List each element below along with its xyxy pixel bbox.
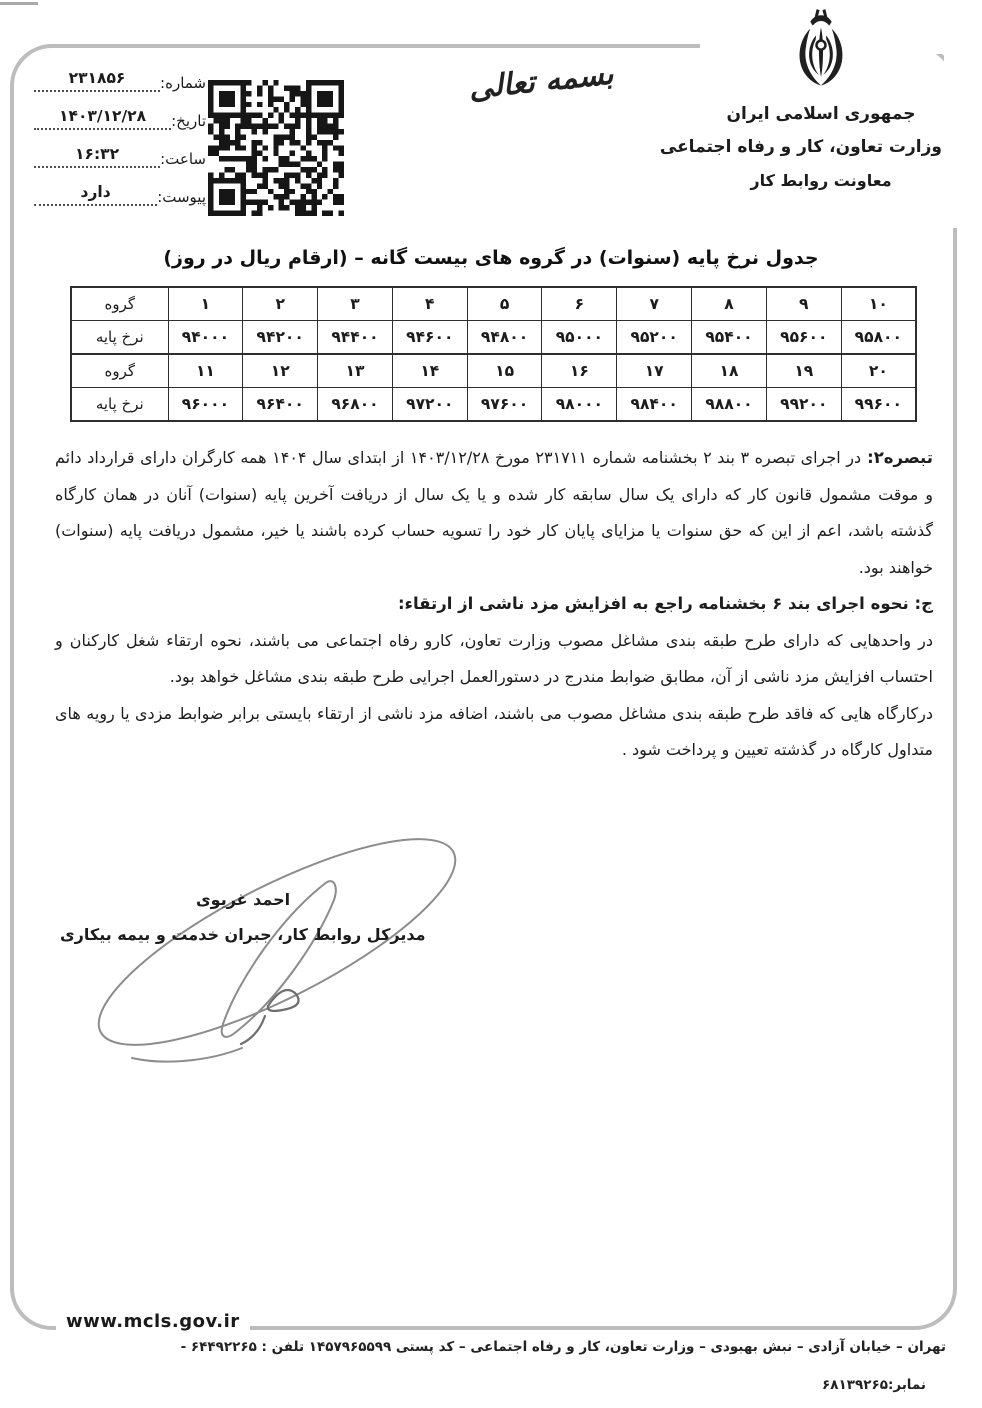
table-cell: ۱۵: [467, 354, 542, 388]
meta-label: تاریخ:: [171, 112, 206, 130]
meta-label: پیوست:: [157, 188, 206, 206]
footer-address: تهران – خیابان آزادی – نبش بهبودی – وزارت تعاون، کار و رفاه اجتماعی – کد پستی ۱۴۵۷۹۶۵۵۹۹ تلفن : ۶۴۴۹۲۲۶۵ -: [180, 1339, 946, 1355]
table-cell: ۱: [168, 287, 243, 321]
note2-paragraph: [55, 440, 933, 586]
table-cell: ۹۶۰۰۰: [168, 388, 243, 422]
table-cell: ۹۵۴۰۰: [692, 321, 767, 355]
iran-emblem-icon: [787, 8, 855, 90]
table-cell: نرخ پایه: [71, 321, 168, 355]
table-cell: ۹۵۸۰۰: [841, 321, 916, 355]
table-cell: ۱۹: [766, 354, 841, 388]
table-cell: ۵: [467, 287, 542, 321]
table-cell: ۹۶۴۰۰: [243, 388, 318, 422]
table-cell: ۱۷: [617, 354, 692, 388]
table-row-rates-11-20: [71, 388, 916, 422]
meta-row-date: [34, 98, 206, 130]
meta-row-number: [34, 60, 206, 92]
table-cell: ۹۴۶۰۰: [392, 321, 467, 355]
table-cell: ۹۷۶۰۰: [467, 388, 542, 422]
section-c-heading: ج: نحوه اجرای بند ۶ بخشنامه راجع به افزایش مزد ناشی از ارتقاء:: [397, 594, 933, 613]
table-cell: ۹۴۰۰۰: [168, 321, 243, 355]
table-cell: ۹۵۶۰۰: [766, 321, 841, 355]
table-cell: ۹: [766, 287, 841, 321]
table-cell: ۷: [617, 287, 692, 321]
table-cell: ۹۸۰۰۰: [542, 388, 617, 422]
meta-row-time: [34, 136, 206, 168]
footer-website: www.mcls.gov.ir: [56, 1311, 250, 1332]
signatory-name: احمد غریوی: [196, 890, 291, 909]
meta-label: شماره:: [160, 74, 206, 92]
besmellah-calligraphy: بسمه تعالی: [467, 56, 615, 107]
dotted-line: [34, 96, 171, 130]
table-cell: ۴: [392, 287, 467, 321]
dotted-line: [34, 172, 157, 206]
ministry-name: وزارت تعاون، کار و رفاه اجتماعی: [659, 137, 942, 157]
table-cell: ۶: [542, 287, 617, 321]
ministry-department: معاونت روابط کار: [750, 171, 892, 190]
scan-artifact: [0, 2, 38, 5]
dotted-line: [34, 58, 160, 92]
meta-value-date: ۱۴۰۳/۱۲/۲۸: [59, 107, 147, 125]
table-cell: ۱۱: [168, 354, 243, 388]
document-body: [55, 440, 933, 769]
table-cell: ۹۴۸۰۰: [467, 321, 542, 355]
table-cell: ۳: [318, 287, 393, 321]
signatory-title: مدیرکل روابط کار، جبران خدمت و بیمه بیکاری: [60, 925, 426, 944]
table-cell: ۹۹۲۰۰: [766, 388, 841, 422]
table-cell: ۲۰: [841, 354, 916, 388]
table-row-groups-1-10: [71, 287, 916, 321]
table-cell: ۹۴۴۰۰: [318, 321, 393, 355]
table-cell: ۹۷۲۰۰: [392, 388, 467, 422]
table-cell: گروه: [71, 287, 168, 321]
table-cell: ۹۴۲۰۰: [243, 321, 318, 355]
no-classification-paragraph: درکارگاه هایی که فاقد طرح طبقه بندی مشاغل مصوب می باشند، اضافه مزد ناشی از ارتقاء بایستی برابر ضوابط مزدی یا رویه های متداول کارگاه در گذشته تعیین و پرداخت شود .: [55, 703, 933, 759]
ministry-country: جمهوری اسلامی ایران: [726, 104, 916, 124]
meta-label: ساعت:: [160, 150, 206, 168]
qr-code: [208, 80, 344, 216]
table-row-groups-11-20: [71, 354, 916, 388]
table-cell: ۹۵۲۰۰: [617, 321, 692, 355]
handwritten-signature: [72, 820, 472, 1070]
footer-fax: نمابر:۶۸۱۳۹۲۶۵: [822, 1377, 926, 1393]
table-cell: ۱۳: [318, 354, 393, 388]
table-cell: ۹۹۶۰۰: [841, 388, 916, 422]
table-cell: ۱۸: [692, 354, 767, 388]
dotted-line: [34, 134, 160, 168]
meta-value-number: ۲۳۱۸۵۶: [68, 69, 126, 87]
table-cell: ۱۰: [841, 287, 916, 321]
table-cell: ۸: [692, 287, 767, 321]
table-cell: ۱۴: [392, 354, 467, 388]
table-cell: ۹۵۰۰۰: [542, 321, 617, 355]
document-meta: [34, 60, 206, 212]
note2-text: در اجرای تبصره ۳ بند ۲ بخشنامه شماره ۲۳۱۷۱۱ مورخ ۱۴۰۳/۱۲/۲۸ از ابتدای سال ۱۴۰۴ همه کارگران دارای قرارداد دائم و موقت مشمول قانون کار که دارای یک سال سابقه کار شده و یا یک سال از دریافت آخرین پایه (سنوات) آنان در همان کارگاه گذشته باشد، اعم از این که حق سنوات یا مزایای پایان کار خود را تسویه حساب کرده باشند یا خیر، مشمول دریافت پایه (سنوات) خواهند بود.: [55, 448, 933, 577]
table-cell: ۹۶۸۰۰: [318, 388, 393, 422]
meta-value-time: ۱۶:۳۲: [75, 145, 120, 163]
frame-mask-right: [944, 44, 968, 228]
note2-label: تبصره۲:: [867, 448, 933, 467]
base-rate-table: [70, 286, 917, 422]
classification-paragraph: در واحدهایی که دارای طرح طبقه بندی مشاغل مصوب وزارت تعاون، کارو رفاه اجتماعی می باشند، نحوه ارتقاء شغل کارکنان و احتساب افزایش مزد ناشی از آن، مطابق ضوابط مندرج در دستورالعمل اجرایی طرح طبقه بندی مشاغل خواهد بود.: [55, 630, 933, 686]
table-cell: ۹۸۸۰۰: [692, 388, 767, 422]
table-cell: گروه: [71, 354, 168, 388]
meta-row-attachment: [34, 174, 206, 206]
table-cell: ۹۸۴۰۰: [617, 388, 692, 422]
table-cell: ۲: [243, 287, 318, 321]
meta-value-attachment: دارد: [80, 183, 111, 201]
table-cell: ۱۶: [542, 354, 617, 388]
table-title: جدول نرخ پایه (سنوات) در گروه های بیست گانه – (ارقام ریال در روز): [163, 247, 819, 269]
table-row-rates-1-10: [71, 321, 916, 355]
ministry-letterhead: [659, 8, 942, 197]
table-cell: نرخ پایه: [71, 388, 168, 422]
table-cell: ۱۲: [243, 354, 318, 388]
